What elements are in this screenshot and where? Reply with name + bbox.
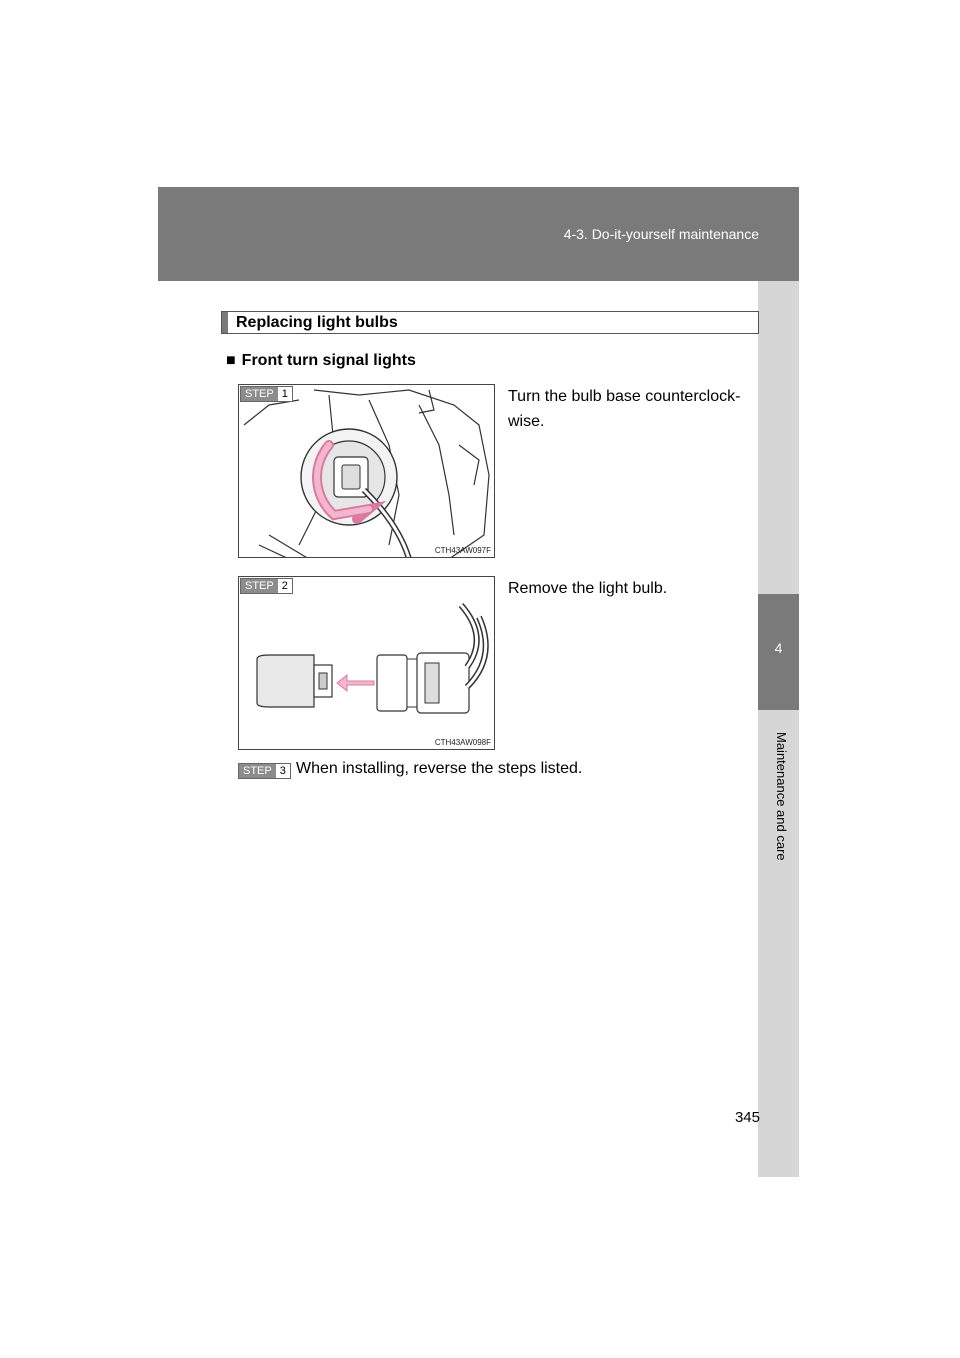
step-badge-number: 1 (281, 388, 288, 400)
section-title (221, 311, 759, 334)
figure-step2 (238, 576, 495, 750)
step1-text: Turn the bulb base counterclock-wise. (508, 388, 741, 430)
step-badge-1 (240, 386, 293, 402)
step-badge-number: 3 (279, 765, 286, 777)
bulb-socket-illustration (239, 385, 495, 558)
side-tab (758, 281, 799, 1177)
section-title-bar (222, 312, 228, 333)
step2-text: Remove the light bulb. (508, 580, 668, 597)
side-tab-number: 4 (774, 640, 783, 656)
step-badge-3 (238, 763, 291, 779)
header-section-title: 4-3. Do-it-yourself maintenance (563, 226, 759, 242)
figure-code: CTH43AW098F (434, 738, 491, 747)
subsection-heading (226, 352, 416, 370)
step3-text: When installing, reverse the steps listed. (296, 760, 583, 777)
step-badge-label: STEP (239, 764, 276, 778)
figure-step1 (238, 384, 495, 558)
section-title-text: Replacing light bulbs (236, 314, 398, 331)
step-badge-2 (240, 578, 293, 594)
page-number: 345 (734, 1109, 760, 1126)
side-tab-label: Maintenance and care (774, 732, 789, 861)
step-badge-number: 2 (281, 580, 288, 592)
step-badge-label: STEP (241, 387, 278, 401)
figure-code: CTH43AW097F (434, 546, 491, 555)
bulb-removal-illustration (239, 577, 495, 750)
step-badge-label: STEP (241, 579, 278, 593)
subsection-title: Front turn signal lights (241, 352, 416, 369)
bullet-square: ■ (226, 352, 236, 369)
